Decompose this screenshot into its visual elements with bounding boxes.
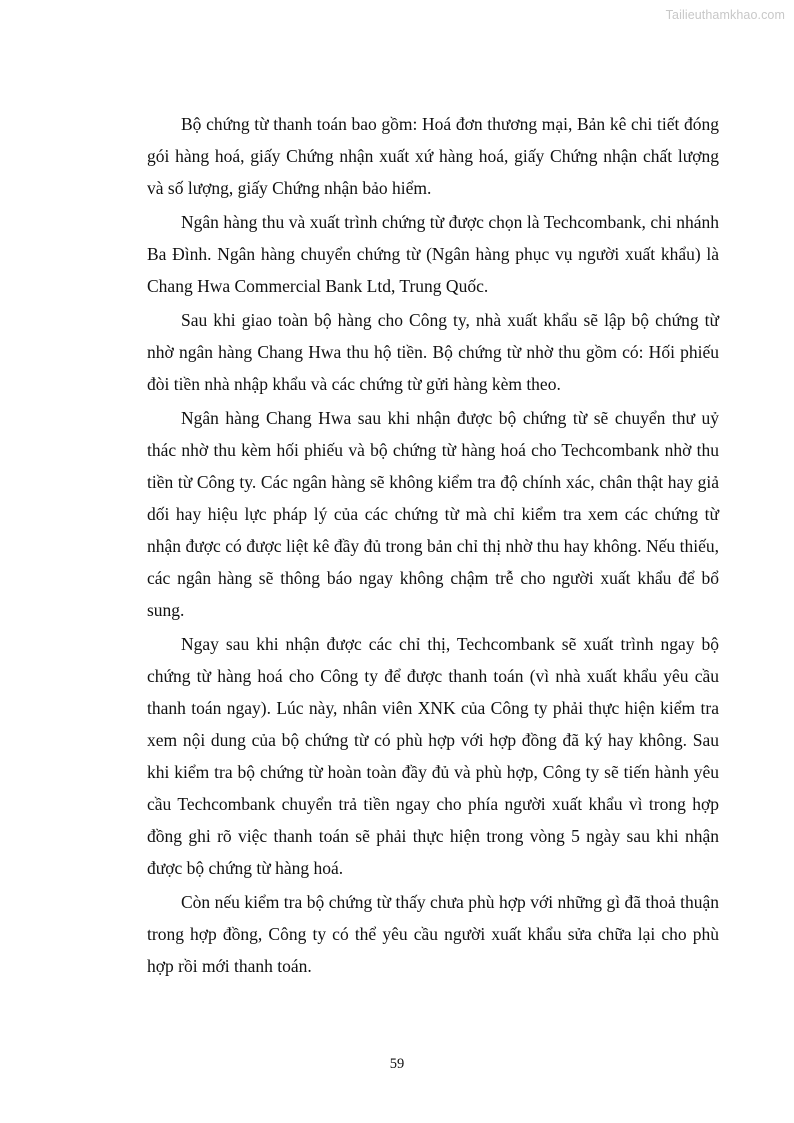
- paragraph-documents: Bộ chứng từ thanh toán bao gồm: Hoá đơn thương mại, Bản kê chi tiết đóng gói hàng hoá, giấy Chứng nhận xuất xứ hàng hoá, giấy Chứng nhận chất lượng và số lượng, giấy Chứng nhận bảo hiểm.: [147, 114, 719, 198]
- paragraph-presentation: Ngay sau khi nhận được các chỉ thị, Techcombank sẽ xuất trình ngay bộ chứng từ hàng hoá cho Công ty để được thanh toán (vì nhà xuất khẩu yêu cầu thanh toán ngay). Lúc này, nhân viên XNK của Công ty phải thực hiện kiểm tra xem nội dung của bộ chứng từ có phù hợp với hợp đồng đã ký hay không. Sau khi kiểm tra bộ chứng từ hoàn toàn đầy đủ và phù hợp, Công ty sẽ tiến hành yêu cầu Techcombank chuyển trả tiền ngay cho phía người xuất khẩu vì trong hợp đồng ghi rõ việc thanh toán sẽ phải thực hiện trong vòng 5 ngày sau khi nhận được bộ chứng từ hàng hoá.: [147, 634, 719, 878]
- page-number: 59: [389, 1056, 405, 1072]
- paragraph-collection: Ngân hàng Chang Hwa sau khi nhận được bộ chứng từ sẽ chuyển thư uỷ thác nhờ thu kèm hối phiếu và bộ chứng từ hàng hoá cho Techcombank nhờ thu tiền từ Công ty. Các ngân hàng sẽ không kiểm tra độ chính xác, chân thật hay giả dối hay hiệu lực pháp lý của các chứng từ mà chỉ kiểm tra xem các chứng từ nhận được có được liệt kê đầy đủ trong bản chỉ thị nhờ thu hay không. Nếu thiếu, các ngân hàng sẽ thông báo ngay không chậm trễ cho người xuất khẩu để bổ sung.: [147, 408, 719, 620]
- watermark-text: Tailieuthamkhao.com: [665, 8, 785, 22]
- body-text: [147, 108, 719, 984]
- paragraph-banks: Ngân hàng thu và xuất trình chứng từ được chọn là Techcombank, chi nhánh Ba Đình. Ngân hàng chuyển chứng từ (Ngân hàng phục vụ người xuất khẩu) là Chang Hwa Commercial Bank Ltd, Trung Quốc.: [147, 212, 719, 296]
- paragraph-delivery: Sau khi giao toàn bộ hàng cho Công ty, nhà xuất khẩu sẽ lập bộ chứng từ nhờ ngân hàng Chang Hwa thu hộ tiền. Bộ chứng từ nhờ thu gồm có: Hối phiếu đòi tiền nhà nhập khẩu và các chứng từ gửi hàng kèm theo.: [147, 310, 719, 394]
- paragraph-discrepancy: Còn nếu kiểm tra bộ chứng từ thấy chưa phù hợp với những gì đã thoả thuận trong hợp đồng, Công ty có thể yêu cầu người xuất khẩu sửa chữa lại cho phù hợp rồi mới thanh toán.: [147, 892, 719, 976]
